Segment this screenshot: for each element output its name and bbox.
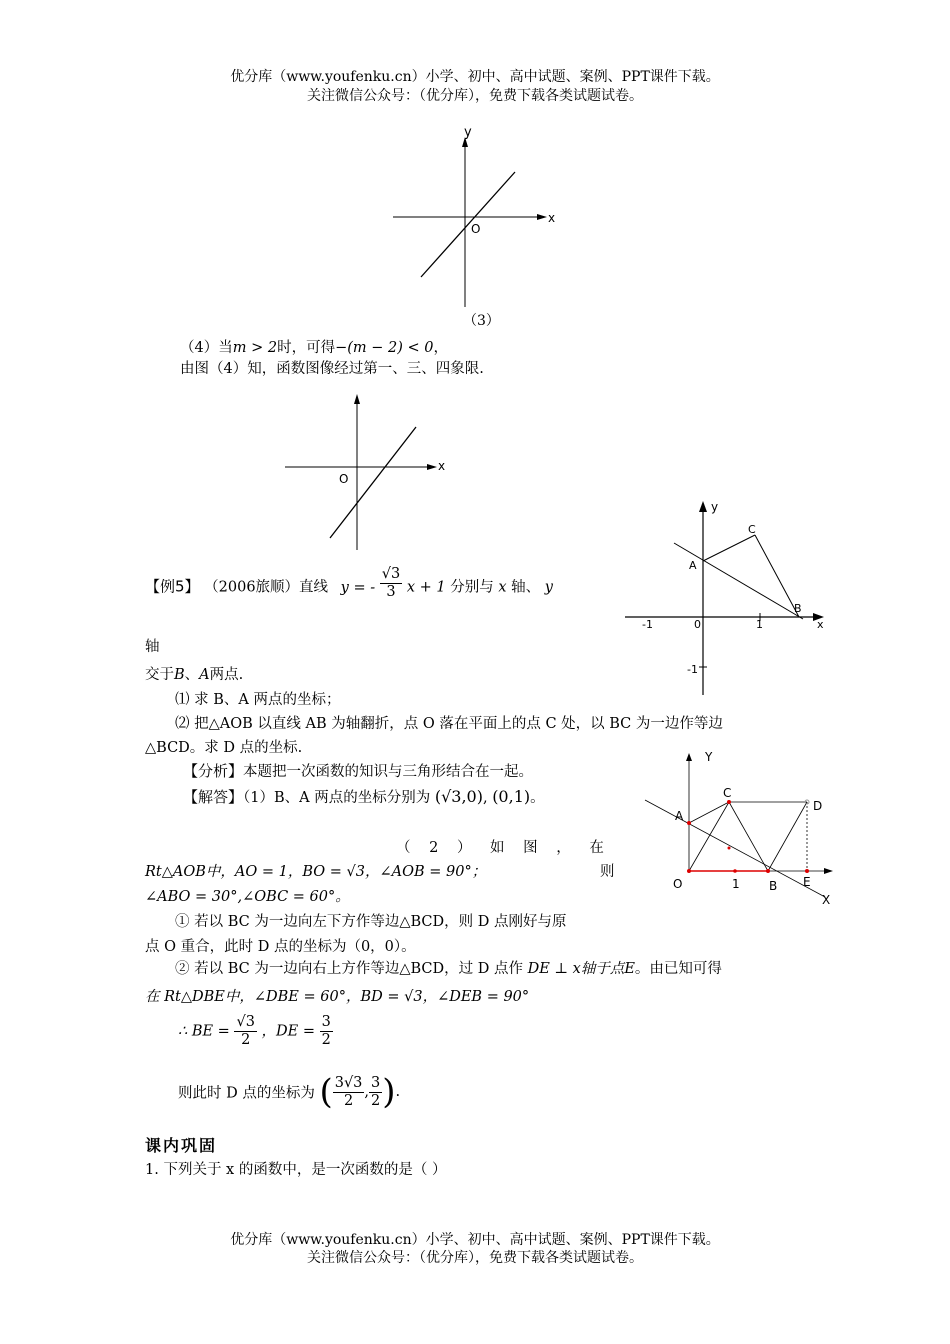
point-c-label: C	[723, 786, 732, 800]
footer-line-2: 关注微信公众号：（优分库），免费下载各类试题试卷。	[307, 1250, 643, 1266]
segment-ac	[703, 535, 755, 561]
example-x-var: x	[498, 579, 507, 596]
solution-s2-a: （ 2 ） 如 图 ， 在	[396, 840, 604, 856]
case-4-line	[180, 336, 448, 357]
x-label: X	[822, 893, 831, 907]
point-d-label: D	[813, 799, 823, 813]
point-1	[733, 869, 737, 873]
figure-3-caption: （3）	[463, 313, 500, 329]
segment-cb	[729, 802, 768, 871]
figure-3-graph	[385, 122, 565, 322]
solution-line-1: 【解答】（1）B、A 两点的坐标分别为 (√3,0), (0,1)。	[183, 787, 545, 806]
be-denominator: 2	[241, 1032, 251, 1048]
tick-label-0: 0	[694, 618, 701, 631]
x-axis-arrow	[427, 464, 437, 470]
solution-s2-c: 则	[600, 864, 615, 880]
example-graph-2	[635, 745, 840, 910]
header-line-1: 优分库（www.youfenku.cn）小学、初中、高中试题、案例、PPT课件下载。	[230, 69, 720, 85]
final-pre: 则此时 D 点的坐标为	[178, 1085, 315, 1102]
case-2-math: DE ⊥ x轴于点E	[527, 961, 635, 977]
tick-label-1: 1	[756, 618, 763, 631]
example-tag: 【例5】	[145, 577, 200, 596]
case-2-text: ② 若以 BC 为一边向右上方作等边△BCD，过 D 点作	[175, 961, 523, 977]
line2-a: A	[199, 667, 210, 683]
tick-label-1: 1	[732, 877, 740, 891]
y-label: y	[711, 500, 719, 514]
example-line-2	[145, 663, 243, 684]
equation-denominator: 3	[386, 584, 396, 600]
y-axis-arrow	[686, 753, 692, 761]
case-4-inequality: −(m − 2) < 0	[335, 340, 434, 356]
line2-b: B	[174, 667, 185, 683]
case-2-line-a	[175, 957, 722, 978]
point-c-label: C	[748, 523, 756, 536]
line2-tail: 两点.	[209, 667, 244, 683]
case-4-tail: ，	[433, 340, 448, 356]
point-a-label: A	[675, 809, 684, 823]
example-after: 分别与	[450, 579, 494, 596]
point-c	[727, 800, 731, 804]
example-axis-1: 轴、	[511, 579, 541, 596]
solution-s2-b: Rt△AOB中，AO = 1，BO = √3，∠AOB = 90°；	[145, 864, 487, 880]
analysis-line	[183, 760, 533, 781]
example-y-var: y	[544, 579, 553, 596]
final-x-numerator: 3√3	[334, 1074, 363, 1091]
line-ab	[674, 543, 803, 619]
question-1: ⑴ 求 B、A 两点的坐标；	[175, 692, 341, 708]
practice-title: 课内巩固	[145, 1136, 218, 1155]
example-axis-2: 轴	[145, 639, 160, 655]
final-y-denominator: 2	[371, 1092, 381, 1109]
practice-question-1: 1. 下列关于 x 的函数中，是一次函数的是（ ）	[145, 1162, 447, 1178]
equation-tail: x + 1	[406, 579, 446, 596]
final-end: .	[395, 1084, 401, 1100]
x-axis-arrow	[824, 868, 833, 874]
origin-label: O	[471, 222, 481, 236]
point-b	[766, 869, 770, 873]
case-4-mid: 时，可得	[277, 340, 336, 356]
de-label: ，DE =	[261, 1023, 315, 1040]
header-line-2: 关注微信公众号：（优分库），免费下载各类试题试卷。	[307, 88, 643, 104]
case-4-condition: m > 2	[232, 340, 278, 356]
final-x-denominator: 2	[343, 1092, 354, 1109]
solution-tag: 【解答】	[183, 788, 244, 806]
final-line: 则此时 D 点的坐标为 ( $\frac{3√3}{2}$ , $\frac{3}{2}$ ).	[178, 1072, 401, 1112]
therefore-line	[178, 1014, 333, 1049]
point-a	[687, 821, 691, 825]
case-4-prefix: （4）当	[180, 340, 233, 356]
coord-a: (0,1)	[492, 787, 531, 806]
figure-4-graph	[280, 390, 460, 555]
analysis-tag: 【分析】	[183, 762, 244, 780]
segment-cb	[755, 535, 799, 617]
solution-s1-end: 。	[530, 790, 545, 806]
function-line	[421, 172, 515, 277]
case-2-line-b: 在 Rt△DBE中，∠DBE = 60°，BD = √3，∠DEB = 90°	[145, 989, 530, 1005]
x-label: x	[817, 618, 824, 631]
x-label: x	[438, 459, 446, 473]
line2-pre: 交于	[145, 667, 174, 683]
footer-line-1: 优分库（www.youfenku.cn）小学、初中、高中试题、案例、PPT课件下载。	[230, 1232, 720, 1248]
case-4-conclusion: 由图（4）知，函数图像经过第一、三、四象限.	[180, 361, 484, 377]
point-e-label: E	[803, 875, 811, 889]
point-b-label: B	[769, 879, 778, 893]
line2-sep: 、	[184, 667, 200, 683]
de-denominator: 2	[321, 1032, 331, 1048]
x-axis-arrow	[537, 214, 547, 220]
tick-label-y-minus-1: -1	[687, 663, 698, 676]
final-y-numerator: 3	[371, 1074, 381, 1091]
equation-y: y = -	[340, 579, 376, 596]
coord-b: (√3,0)	[434, 787, 483, 806]
solution-s2-d: ∠ABO = 30°,∠OBC = 60°。	[145, 889, 350, 905]
point-o	[687, 869, 691, 873]
point-e	[805, 869, 809, 873]
example-5-line	[145, 566, 553, 601]
case-1-line-a: ① 若以 BC 为一边向左下方作等边△BCD，则 D 点刚好与原	[175, 914, 567, 930]
example-graph-1	[620, 495, 835, 700]
x-label: x	[548, 211, 556, 225]
origin-label: O	[339, 472, 349, 486]
example-source: （2006旅顺）直线	[204, 579, 329, 596]
solution-s1: （1）B、A 两点的坐标分别为	[243, 790, 431, 806]
de-numerator: 3	[321, 1014, 331, 1030]
equation-numerator: √3	[381, 566, 401, 582]
be-numerator: √3	[236, 1014, 255, 1030]
therefore-be: ∴ BE =	[178, 1023, 230, 1040]
segment-bd	[768, 802, 807, 871]
y-label: y	[464, 125, 472, 140]
point-midpoint	[728, 847, 731, 850]
point-a-label: A	[689, 559, 697, 572]
case-1-line-b: 点 O 重合，此时 D 点的坐标为（0，0）。	[145, 939, 416, 955]
question-2-line-a: ⑵ 把△AOB 以直线 AB 为轴翻折，点 O 落在平面上的点 C 处，以 BC 为一边作等边	[175, 716, 723, 732]
point-b-label: B	[794, 602, 802, 615]
y-label: Y	[705, 750, 713, 764]
question-2-line-b: △BCD。求 D 点的坐标.	[145, 740, 303, 756]
y-axis-arrow	[354, 394, 360, 404]
analysis-text: 本题把一次函数的知识与三角形结合在一起。	[243, 764, 534, 780]
y-axis-arrow	[699, 501, 707, 512]
case-2-end: 。由已知可得	[634, 961, 722, 977]
point-o-label: O	[673, 877, 683, 891]
tick-label-minus-1: -1	[642, 618, 653, 631]
